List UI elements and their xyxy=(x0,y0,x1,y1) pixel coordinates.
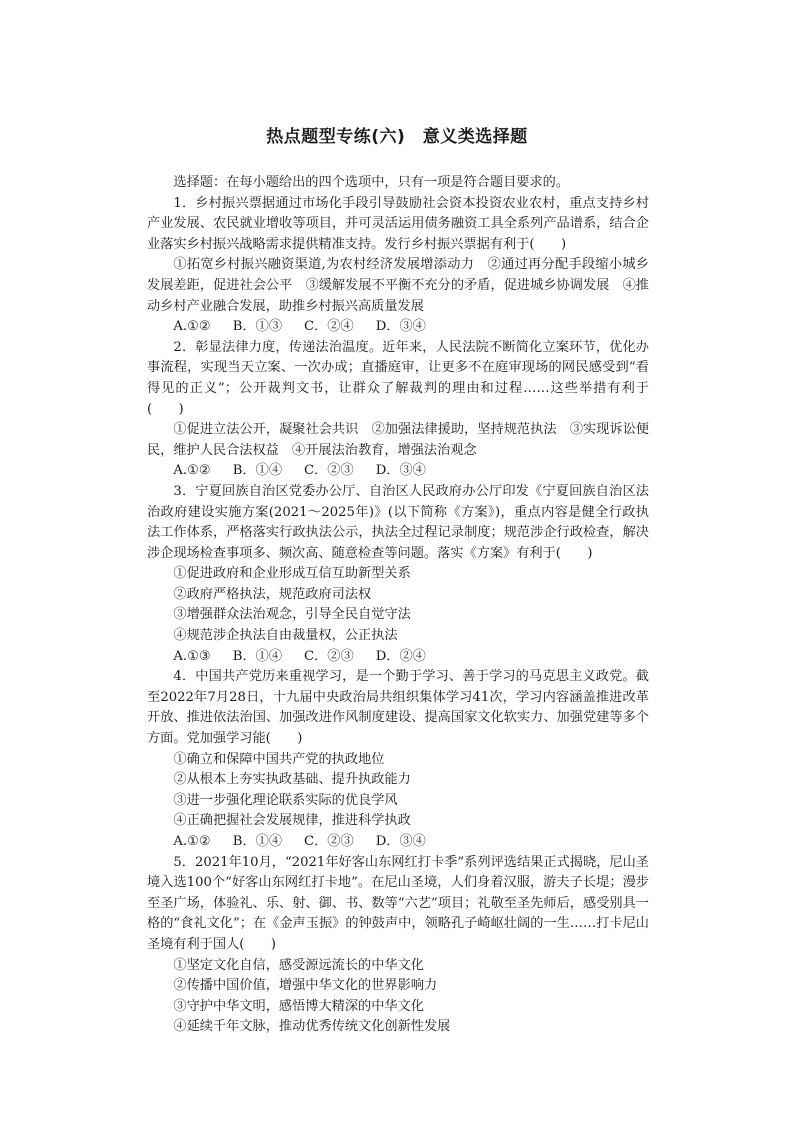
question-stem: 2．彰显法律力度，传递法治温度。近年来，人民法院不断简化立案环节，优化办事流程，实现当天立案、一次办成；直播庭审，让更多不在庭审现场的网民感受到“看得见的正义”；公开裁判文书，让群众了解裁判的理由和过程……这些举措有利于( ) xyxy=(147,339,649,417)
statement-4: ④规范涉企执法自由裁量权，公正执法 xyxy=(173,628,398,644)
answer-choices xyxy=(147,461,649,482)
choice-b: B．①④ xyxy=(232,463,283,479)
statement-1: ①坚定文化自信，感受源远流长的中华文化 xyxy=(173,957,424,973)
statement-3: ③进一步强化理论联系实际的优良学风 xyxy=(173,792,398,808)
choice-b: B．①④ xyxy=(232,648,283,664)
choice-d: D．②④ xyxy=(375,648,426,664)
document-body xyxy=(147,173,649,1038)
question-statements: ①拓宽乡村振兴融资渠道,为农村经济发展增添动力 ②通过再分配手段缩小城乡发展差距，促进社会公平 ③缓解发展不平衡不充分的矛盾，促进城乡协调发展 ④推动乡村产业融合发展，助推乡村振兴高质量发展 xyxy=(147,257,649,314)
question-stem: 1．乡村振兴票据通过市场化手段引导鼓励社会资本投资农业农村，重点支持乡村产业发展、农民就业增收等项目，并可灵活运用债务融资工具全系列产品谱系，结合企业落实乡村振兴战略需求提供精准支持。发行乡村振兴票据有利于( ) xyxy=(147,195,649,252)
statement-1: ①促进政府和企业形成互信互助新型关系 xyxy=(173,566,411,582)
choice-b: B．①③ xyxy=(232,319,283,335)
statement-3: ③增强群众法治观念，引导全民自觉守法 xyxy=(173,607,411,623)
choice-b: B．①④ xyxy=(232,834,283,849)
question-statements: ①促进立法公开，凝聚社会共识 ②加强法律援助，坚持规范执法 ③实现诉讼便民，维护人民合法权益 ④开展法治教育，增强法治观念 xyxy=(147,422,649,458)
choice-a: A.①② xyxy=(173,834,211,849)
question-stem: 4．中国共产党历来重视学习，是一个勤于学习、善于学习的马克思主义政党。截至2022年7月28日，十九届中央政治局共组织集体学习41次，学习内容涵盖推进改革开放、推进依法治国、加强改进作风制度建设、提高国家文化软实力、加强党建等多个方面。党加强学习能( ) xyxy=(147,669,649,747)
question-4 xyxy=(147,667,649,852)
choice-d: D．③④ xyxy=(375,463,426,479)
choice-d: D．③④ xyxy=(375,834,426,849)
choice-a: A.①③ xyxy=(173,648,211,664)
choice-c: C．②③ xyxy=(304,834,354,849)
choice-c: C．②③ xyxy=(304,648,354,664)
choice-a: A.①② xyxy=(173,319,211,335)
statement-4: ④延续千年文脉，推动优秀传统文化创新性发展 xyxy=(173,1019,451,1035)
answer-choices xyxy=(147,832,649,853)
statement-2: ②从根本上夯实执政基础、提升执政能力 xyxy=(173,772,411,788)
question-1 xyxy=(147,194,649,338)
answer-choices xyxy=(147,317,649,338)
instruction-text: 选择题：在每小题给出的四个选项中，只有一项是符合题目要求的。 xyxy=(173,175,570,190)
statement-4: ④正确把握社会发展规律，推进科学执政 xyxy=(173,813,411,829)
statement-1: ①确立和保障中国共产党的执政地位 xyxy=(173,751,385,767)
page-title: 热点题型专练(六) 意义类选择题 xyxy=(266,127,528,147)
choice-c: C．②④ xyxy=(304,319,354,335)
choice-d: D．③④ xyxy=(375,319,426,335)
answer-choices xyxy=(147,647,649,668)
question-2 xyxy=(147,338,649,482)
statement-2: ②政府严格执法，规范政府司法权 xyxy=(173,586,372,602)
question-stem: 3．宁夏回族自治区党委办公厅、自治区人民政府办公厅印发《宁夏回族自治区法治政府建设实施方案(2021～2025年)》(以下简称《方案》)，重点内容是健全行政执法工作体系，严格落实行政执法公示，执法全过程记录制度；规范涉企行政检查，解决涉企现场检查事项多、频次高、随意检查等问题。落实《方案》有利于( ) xyxy=(147,483,649,561)
question-stem: 5．2021年10月，“2021年好客山东网红打卡季”系列评选结果正式揭晓，尼山圣境入选100个“好客山东网红打卡地”。在尼山圣境，人们身着汉服，游夫子长堤；漫步至圣广场，体验礼、乐、射、御、书、数等“六艺”项目；礼敬至圣先师后，感受别具一格的“食礼文化”；在《金声玉振》的钟鼓声中，领略孔子崎岖壮阔的一生……打卡尼山圣境有利于国人( ) xyxy=(147,854,649,952)
question-3 xyxy=(147,482,649,667)
statement-3: ③守护中华文明，感悟博大精深的中华文化 xyxy=(173,998,424,1014)
choice-c: C．②③ xyxy=(304,463,354,479)
question-5 xyxy=(147,853,649,1038)
statement-2: ②传播中国价值，增强中华文化的世界影响力 xyxy=(173,978,438,994)
choice-a: A.①② xyxy=(173,463,211,479)
